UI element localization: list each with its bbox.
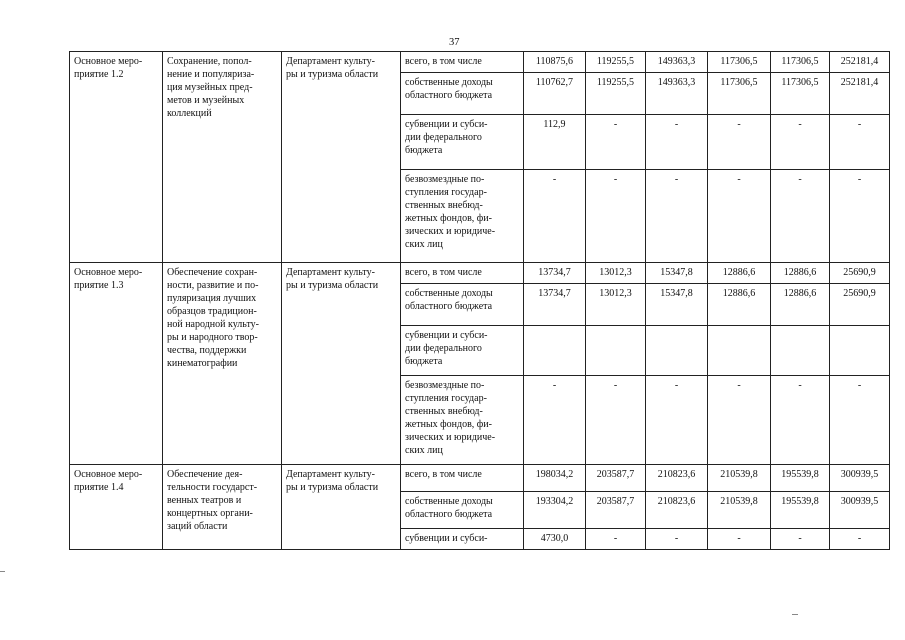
amount-cell: 149363,3 [646, 52, 708, 73]
amount-cell: 198034,2 [524, 465, 586, 492]
margin-mark [792, 614, 798, 615]
amount-cell: 25690,9 [830, 263, 890, 284]
amount-cell: 210823,6 [646, 465, 708, 492]
amount-cell: 119255,5 [586, 52, 646, 73]
funding-source-cell: всего, в том числе [401, 263, 524, 284]
description-cell: Сохранение, попол- нение и популяриза- ция музейных пред- метов и музейных коллекций [163, 52, 282, 263]
amount-cell: 210539,8 [708, 492, 771, 529]
funding-source-cell: всего, в том числе [401, 52, 524, 73]
amount-cell [524, 326, 586, 376]
table-row [70, 52, 890, 73]
amount-cell: 210823,6 [646, 492, 708, 529]
amount-cell: - [771, 376, 830, 465]
funding-source-cell: субвенции и субси- дии федерального бюджета [401, 115, 524, 170]
funding-source-cell: собственные доходы областного бюджета [401, 284, 524, 326]
department-cell: Департамент культу- ры и туризма области [282, 263, 401, 465]
margin-mark [0, 571, 5, 572]
amount-cell: - [586, 376, 646, 465]
amount-cell: - [524, 170, 586, 263]
description-cell: Обеспечение сохран- ности, развитие и по- пуляризация лучших образцов традицион- ной народной культу- ры и народного твор- чества, поддержки кинематографии [163, 263, 282, 465]
table-row [70, 263, 890, 284]
amount-cell: 12886,6 [771, 284, 830, 326]
amount-cell [708, 326, 771, 376]
amount-cell: - [646, 115, 708, 170]
funding-source-cell: безвозмездные по- ступления государ- ственных внебюд- жетных фондов, фи- зических и юридиче- ских лиц [401, 170, 524, 263]
amount-cell: - [646, 170, 708, 263]
amount-cell: 252181,4 [830, 73, 890, 115]
funding-source-cell: субвенции и субси- дии федерального бюджета [401, 326, 524, 376]
amount-cell: - [646, 376, 708, 465]
amount-cell: - [771, 529, 830, 550]
page-number: 37 [449, 37, 460, 48]
amount-cell: 13012,3 [586, 263, 646, 284]
amount-cell: 12886,6 [708, 263, 771, 284]
amount-cell: 193304,2 [524, 492, 586, 529]
amount-cell: - [586, 115, 646, 170]
amount-cell: - [524, 376, 586, 465]
event-cell: Основное меро- приятие 1.4 [70, 465, 163, 550]
amount-cell: - [708, 170, 771, 263]
amount-cell: 117306,5 [771, 52, 830, 73]
amount-cell: - [830, 170, 890, 263]
amount-cell: 12886,6 [771, 263, 830, 284]
amount-cell: 210539,8 [708, 465, 771, 492]
amount-cell: - [646, 529, 708, 550]
event-cell: Основное меро- приятие 1.3 [70, 263, 163, 465]
amount-cell: 12886,6 [708, 284, 771, 326]
amount-cell: 13734,7 [524, 284, 586, 326]
amount-cell [646, 326, 708, 376]
amount-cell: 15347,8 [646, 284, 708, 326]
amount-cell: - [771, 115, 830, 170]
amount-cell: 203587,7 [586, 492, 646, 529]
amount-cell: - [708, 115, 771, 170]
amount-cell: - [830, 115, 890, 170]
amount-cell: 15347,8 [646, 263, 708, 284]
table-row [70, 465, 890, 492]
amount-cell: - [708, 529, 771, 550]
funding-source-cell: всего, в том числе [401, 465, 524, 492]
amount-cell: - [830, 376, 890, 465]
funding-source-cell: безвозмездные по- ступления государ- ственных внебюд- жетных фондов, фи- зических и юридиче- ских лиц [401, 376, 524, 465]
funding-source-cell: собственные доходы областного бюджета [401, 73, 524, 115]
amount-cell: 4730,0 [524, 529, 586, 550]
amount-cell: 252181,4 [830, 52, 890, 73]
amount-cell: - [586, 170, 646, 263]
amount-cell: 203587,7 [586, 465, 646, 492]
department-cell: Департамент культу- ры и туризма области [282, 52, 401, 263]
amount-cell [771, 326, 830, 376]
amount-cell: 300939,5 [830, 465, 890, 492]
amount-cell: 13734,7 [524, 263, 586, 284]
amount-cell: - [771, 170, 830, 263]
amount-cell: 112,9 [524, 115, 586, 170]
amount-cell: 13012,3 [586, 284, 646, 326]
amount-cell: 25690,9 [830, 284, 890, 326]
event-cell: Основное меро- приятие 1.2 [70, 52, 163, 263]
department-cell: Департамент культу- ры и туризма области [282, 465, 401, 550]
amount-cell: 110762,7 [524, 73, 586, 115]
amount-cell: - [586, 529, 646, 550]
amount-cell: - [830, 529, 890, 550]
budget-table [69, 51, 890, 550]
amount-cell [830, 326, 890, 376]
amount-cell: 117306,5 [771, 73, 830, 115]
funding-source-cell: субвенции и субси- [401, 529, 524, 550]
amount-cell: 117306,5 [708, 52, 771, 73]
amount-cell: - [708, 376, 771, 465]
description-cell: Обеспечение дея- тельности государст- венных театров и концертных органи- заций области [163, 465, 282, 550]
amount-cell: 119255,5 [586, 73, 646, 115]
amount-cell [586, 326, 646, 376]
amount-cell: 117306,5 [708, 73, 771, 115]
amount-cell: 300939,5 [830, 492, 890, 529]
amount-cell: 195539,8 [771, 465, 830, 492]
funding-source-cell: собственные доходы областного бюджета [401, 492, 524, 529]
amount-cell: 110875,6 [524, 52, 586, 73]
amount-cell: 195539,8 [771, 492, 830, 529]
amount-cell: 149363,3 [646, 73, 708, 115]
